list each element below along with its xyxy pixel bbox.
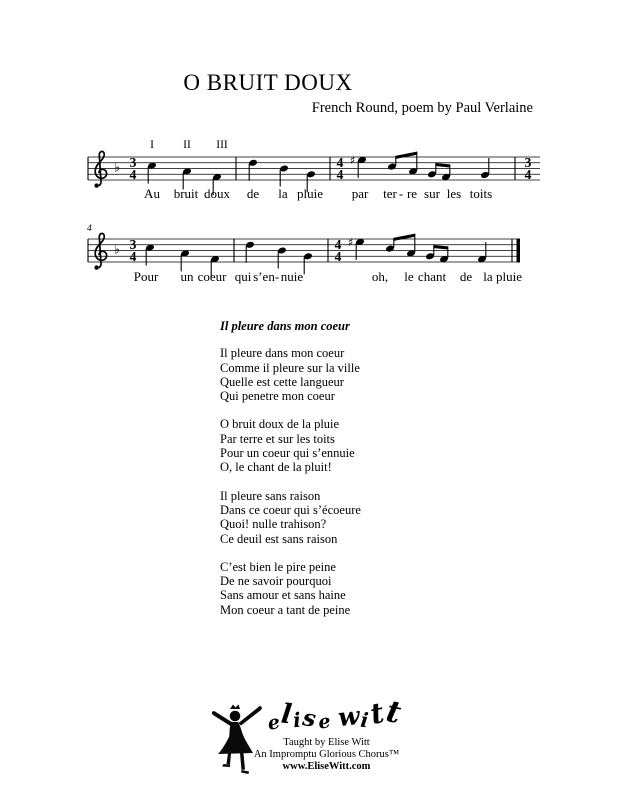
- footer-tagline-1: Taught by Elise Witt: [283, 737, 370, 748]
- lyric-syllable: la: [278, 186, 288, 201]
- lyric-syllable: par: [351, 186, 369, 201]
- dancer-left-arm: [213, 712, 233, 727]
- round-entry-mark: III: [216, 139, 228, 151]
- footer-tagline-2: An Impromptu Glorious Chorus™: [253, 749, 400, 761]
- flat-icon: ♭: [113, 160, 121, 176]
- round-entry-mark: I: [150, 139, 154, 151]
- lyric-syllable: de: [246, 186, 260, 201]
- time-signature-denominator: 4: [129, 248, 137, 264]
- time-signature-denominator: 4: [334, 248, 342, 264]
- lyric-syllable: -: [398, 186, 404, 201]
- poem: [220, 319, 480, 631]
- beam: [396, 152, 417, 159]
- poem-line: C’est bien le pire peine: [220, 559, 336, 574]
- logo-letter: l: [279, 698, 294, 731]
- poem-line: Mon coeur a tant de peine: [220, 602, 351, 617]
- logo-letter: s: [300, 704, 318, 733]
- poem-line: Il pleure sans raison: [220, 488, 321, 503]
- lyric-syllable: bruit: [173, 186, 199, 201]
- subtitle: French Round, poem by Paul Verlaine: [311, 100, 533, 116]
- logo-letter: i: [359, 707, 370, 733]
- lyric-syllable: chant: [417, 269, 447, 284]
- lyric-syllable: ter: [383, 186, 397, 201]
- time-signature-numerator: 3: [129, 237, 137, 252]
- lyric-syllable: de: [459, 269, 473, 284]
- dancer-left-leg: [227, 753, 232, 765]
- beam: [434, 245, 448, 250]
- lyric-syllable: coeur: [197, 269, 227, 284]
- logo-wordmark: [265, 694, 451, 738]
- dancer-right-hand: [258, 706, 262, 710]
- poem-line: Dans ce coeur qui s’écoeure: [220, 502, 361, 517]
- lyric-syllable: la: [483, 269, 493, 284]
- poem-line: Comme il pleure sur la ville: [220, 360, 360, 375]
- lyric-syllable: le: [404, 269, 414, 284]
- sharp-icon: ♯: [349, 153, 356, 167]
- lyric-syllable: Au: [144, 186, 160, 201]
- lyric-syllable: re: [406, 186, 418, 201]
- flat-icon: ♭: [113, 242, 121, 258]
- measure-number: 4: [87, 224, 92, 234]
- time-signature-numerator: 4: [336, 155, 344, 170]
- poem-title: Il pleure dans mon coeur: [220, 319, 350, 333]
- logo-letter: e: [265, 711, 282, 735]
- footer-website: www.EliseWitt.com: [282, 761, 371, 773]
- lyric-syllable: qui: [234, 269, 252, 284]
- lyric-syllable: pluie: [297, 186, 323, 201]
- logo-letter: w: [336, 700, 361, 733]
- dancer-right-arm: [239, 707, 262, 726]
- lyric-syllable: -: [274, 269, 280, 284]
- poem-line: Sans amour et sans haine: [220, 588, 346, 603]
- poem-line: Quoi! nulle trahison?: [220, 517, 327, 532]
- time-signature-denominator: 4: [524, 166, 532, 182]
- time-signature-numerator: 4: [334, 237, 342, 252]
- logo-letter: i: [292, 707, 303, 733]
- lyrics-line-2: [0, 269, 618, 286]
- beam: [436, 163, 450, 168]
- time-signature-denominator: 4: [336, 166, 344, 182]
- poem-stanza: [220, 417, 480, 474]
- poem-line: Par terre et sur les toits: [220, 431, 335, 446]
- sharp-icon: ♯: [347, 235, 354, 249]
- logo-letter: e: [316, 710, 332, 734]
- page-title: O BRUIT DOUX: [183, 70, 353, 95]
- final-barline-thick: [517, 239, 521, 263]
- poem-line: Ce deuil est sans raison: [220, 531, 338, 546]
- logo-letter: t: [366, 696, 387, 732]
- lyric-syllable: sur: [424, 186, 440, 201]
- dancer-left-foot: [222, 764, 230, 767]
- dancer-left-hand: [212, 711, 216, 715]
- logo-letter: t: [382, 694, 404, 732]
- dancer-head: [230, 711, 241, 722]
- lyric-syllable: oh,: [371, 269, 389, 284]
- poem-line: Quelle est cette langueur: [220, 374, 344, 389]
- poem-line: O, le chant de la pluit!: [220, 460, 332, 475]
- time-signature-numerator: 3: [524, 155, 532, 170]
- lyric-syllable: un: [180, 269, 194, 284]
- lyric-syllable: s’en: [253, 269, 275, 284]
- lyric-syllable: toits: [469, 186, 493, 201]
- lyric-syllable: nuie: [280, 269, 304, 284]
- lyric-syllable: doux: [204, 186, 230, 201]
- poem-stanza: [220, 346, 480, 403]
- poem-stanza: [220, 560, 480, 617]
- round-entry-mark: II: [183, 139, 191, 151]
- poem-line: O bruit doux de la pluie: [220, 417, 340, 432]
- time-signature-denominator: 4: [129, 166, 137, 182]
- poem-line: Qui penetre mon coeur: [220, 389, 335, 404]
- time-signature-numerator: 3: [129, 155, 137, 170]
- dancer-hair: [230, 705, 240, 710]
- lyric-syllable: les: [446, 186, 462, 201]
- poem-line: Il pleure dans mon coeur: [220, 346, 345, 361]
- footer-tagline: [234, 737, 419, 774]
- poem-line: Pour un coeur qui s’ennuie: [220, 446, 355, 461]
- lyric-syllable: pluie: [496, 269, 522, 284]
- lyric-syllable: Pour: [133, 269, 159, 284]
- lyrics-line-1: [0, 186, 618, 203]
- beam: [394, 234, 415, 241]
- poem-line: De ne savoir pourquoi: [220, 574, 332, 589]
- poem-stanza: [220, 489, 480, 546]
- logo-letter: [332, 717, 335, 728]
